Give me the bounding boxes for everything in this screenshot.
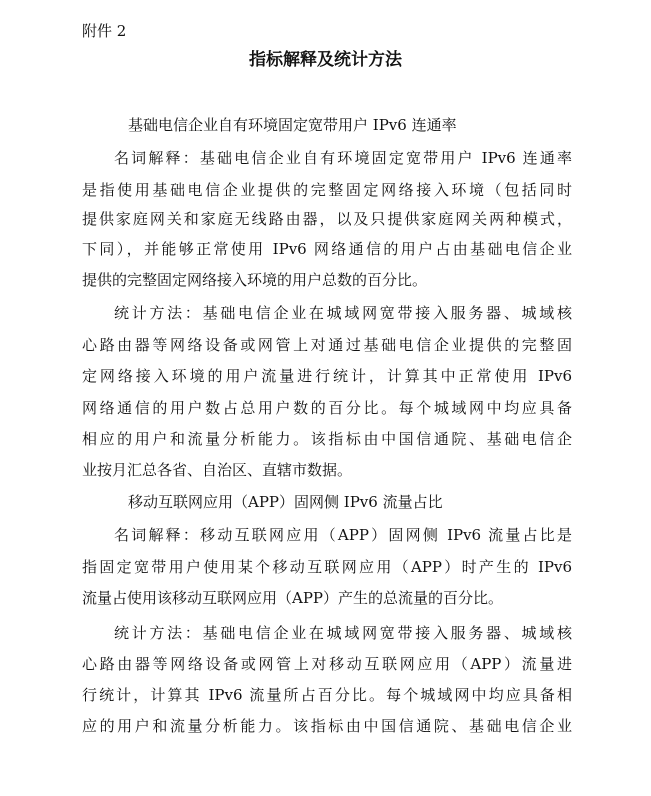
section-1-method-line: 统计方法：基础电信企业在城域网宽带接入服务器、城域核 [114,304,572,322]
section-2-heading: 移动互联网应用（APP）固网侧 IPv6 流量占比 [128,493,443,511]
section-1-definition-line: 提供家庭网关和家庭无线路由器，以及只提供家庭网关两种模式， [82,210,572,228]
section-2-method-line: 心路由器等网络设备或网管上对移动互联网应用（APP）流量进 [82,655,572,673]
section-1-method-line: 心路由器等网络设备或网管上对通过基础电信企业提供的完整固 [82,336,572,354]
section-1-heading: 基础电信企业自有环境固定宽带用户 IPv6 连通率 [128,116,457,134]
section-1-definition-line: 名词解释：基础电信企业自有环境固定宽带用户 IPv6 连通率 [114,149,572,167]
section-2-definition-line: 名词解释：移动互联网应用（APP）固网侧 IPv6 流量占比是 [114,526,572,544]
section-2-method-line: 行统计，计算其 IPv6 流量所占百分比。每个城域网中均应具备相 [82,686,572,704]
section-2-method-line: 应的用户和流量分析能力。该指标由中国信通院、基础电信企业 [82,717,572,735]
section-2-method-line: 统计方法：基础电信企业在城域网宽带接入服务器、城域核 [114,624,572,642]
section-1-method-line: 业按月汇总各省、自治区、直辖市数据。 [82,461,353,479]
page-title: 指标解释及统计方法 [249,50,402,70]
section-1-definition-line: 提供的完整固定网络接入环境的用户总数的百分比。 [82,271,428,289]
section-1-method-line: 定网络接入环境的用户流量进行统计，计算其中正常使用 IPv6 [82,367,572,385]
section-1-method-line: 网络通信的用户数占总用户数的百分比。每个城域网中均应具备 [82,399,572,417]
section-1-method-line: 相应的用户和流量分析能力。该指标由中国信通院、基础电信企 [82,430,572,448]
section-1-definition-line: 下同），并能够正常使用 IPv6 网络通信的用户占由基础电信企业 [82,240,572,258]
attachment-label: 附件 2 [82,22,127,40]
section-2-definition-line: 指固定宽带用户使用某个移动互联网应用（APP）时产生的 IPv6 [82,558,572,576]
section-1-definition-line: 是指使用基础电信企业提供的完整固定网络接入环境（包括同时 [82,181,572,199]
section-2-definition-line: 流量占使用该移动互联网应用（APP）产生的总流量的百分比。 [82,589,504,607]
